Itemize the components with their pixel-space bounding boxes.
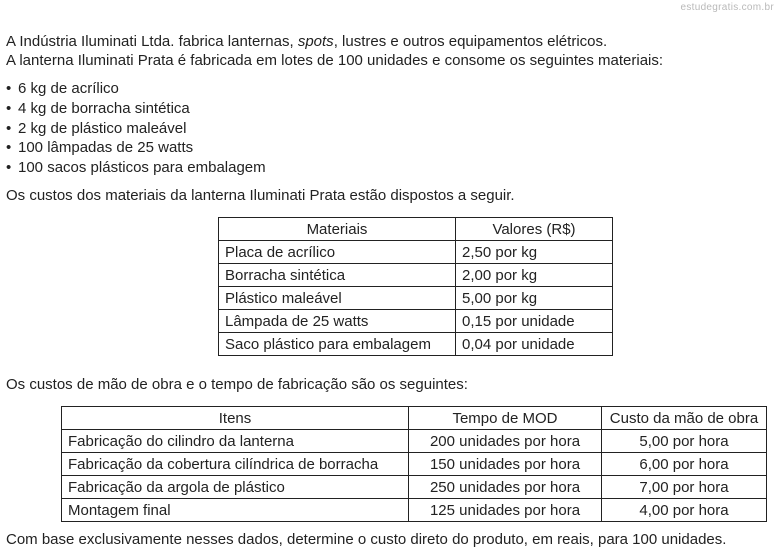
site-watermark: estudegratis.com.br xyxy=(680,2,774,13)
table-cell: 0,04 por unidade xyxy=(456,333,613,356)
table-row xyxy=(62,430,767,453)
table-row xyxy=(219,264,613,287)
table-header-row xyxy=(62,407,767,430)
table-row xyxy=(62,499,767,522)
table-row xyxy=(62,453,767,476)
table-cell: Fabricação do cilindro da lanterna xyxy=(62,430,409,453)
table-cell: Borracha sintética xyxy=(219,264,456,287)
table-cell: Lâmpada de 25 watts xyxy=(219,310,456,333)
intro-line-1-b: , lustres e outros equipamentos elétricos. xyxy=(333,33,608,50)
list-item: • 100 lâmpadas de 25 watts xyxy=(6,138,266,158)
table-cell: Plástico maleável xyxy=(219,287,456,310)
intro-line-1-a: A Indústria Iluminati Ltda. fabrica lanternas, xyxy=(6,33,298,50)
costs-intro: Os custos dos materiais da lanterna Iluminati Prata estão dispostos a seguir. xyxy=(6,187,515,204)
table-cell: 150 unidades por hora xyxy=(409,453,602,476)
list-item: • 100 sacos plásticos para embalagem xyxy=(6,158,266,178)
list-item: • 2 kg de plástico maleável xyxy=(6,119,266,139)
table-row xyxy=(62,476,767,499)
table-header-row xyxy=(219,218,613,241)
intro-line-2: A lanterna Iluminati Prata é fabricada em lotes de 100 unidades e consome os seguintes materiais: xyxy=(6,52,664,69)
table-cell: 250 unidades por hora xyxy=(409,476,602,499)
table-cell: 4,00 por hora xyxy=(602,499,767,522)
list-item: • 4 kg de borracha sintética xyxy=(6,99,266,119)
column-header: Tempo de MOD xyxy=(409,407,602,430)
table-row xyxy=(219,241,613,264)
table-cell: Fabricação da cobertura cilíndrica de borracha xyxy=(62,453,409,476)
table-row xyxy=(219,287,613,310)
intro-line-1-emphasis: spots xyxy=(297,33,334,50)
column-header: Materiais xyxy=(219,218,456,241)
labor-intro: Os custos de mão de obra e o tempo de fabricação são os seguintes: xyxy=(6,376,468,393)
column-header: Itens xyxy=(62,407,409,430)
table-row xyxy=(219,310,613,333)
column-header: Custo da mão de obra xyxy=(602,407,767,430)
materials-table xyxy=(218,217,613,356)
table-cell: 0,15 por unidade xyxy=(456,310,613,333)
column-header: Valores (R$) xyxy=(456,218,613,241)
table-cell: 2,50 por kg xyxy=(456,241,613,264)
table-row xyxy=(219,333,613,356)
table-cell: 5,00 por kg xyxy=(456,287,613,310)
table-cell: 5,00 por hora xyxy=(602,430,767,453)
table-cell: Placa de acrílico xyxy=(219,241,456,264)
table-cell: 2,00 por kg xyxy=(456,264,613,287)
table-cell: Fabricação da argola de plástico xyxy=(62,476,409,499)
question-text: Com base exclusivamente nesses dados, determine o custo direto do produto, em reais, para 100 unidades. xyxy=(6,531,727,548)
list-item: • 6 kg de acrílico xyxy=(6,79,266,99)
table-cell: 200 unidades por hora xyxy=(409,430,602,453)
labor-table xyxy=(61,406,767,522)
table-cell: 125 unidades por hora xyxy=(409,499,602,522)
intro-line-1 xyxy=(6,32,607,52)
table-cell: 6,00 por hora xyxy=(602,453,767,476)
table-cell: Saco plástico para embalagem xyxy=(219,333,456,356)
table-cell: Montagem final xyxy=(62,499,409,522)
materials-list xyxy=(6,79,266,178)
table-cell: 7,00 por hora xyxy=(602,476,767,499)
